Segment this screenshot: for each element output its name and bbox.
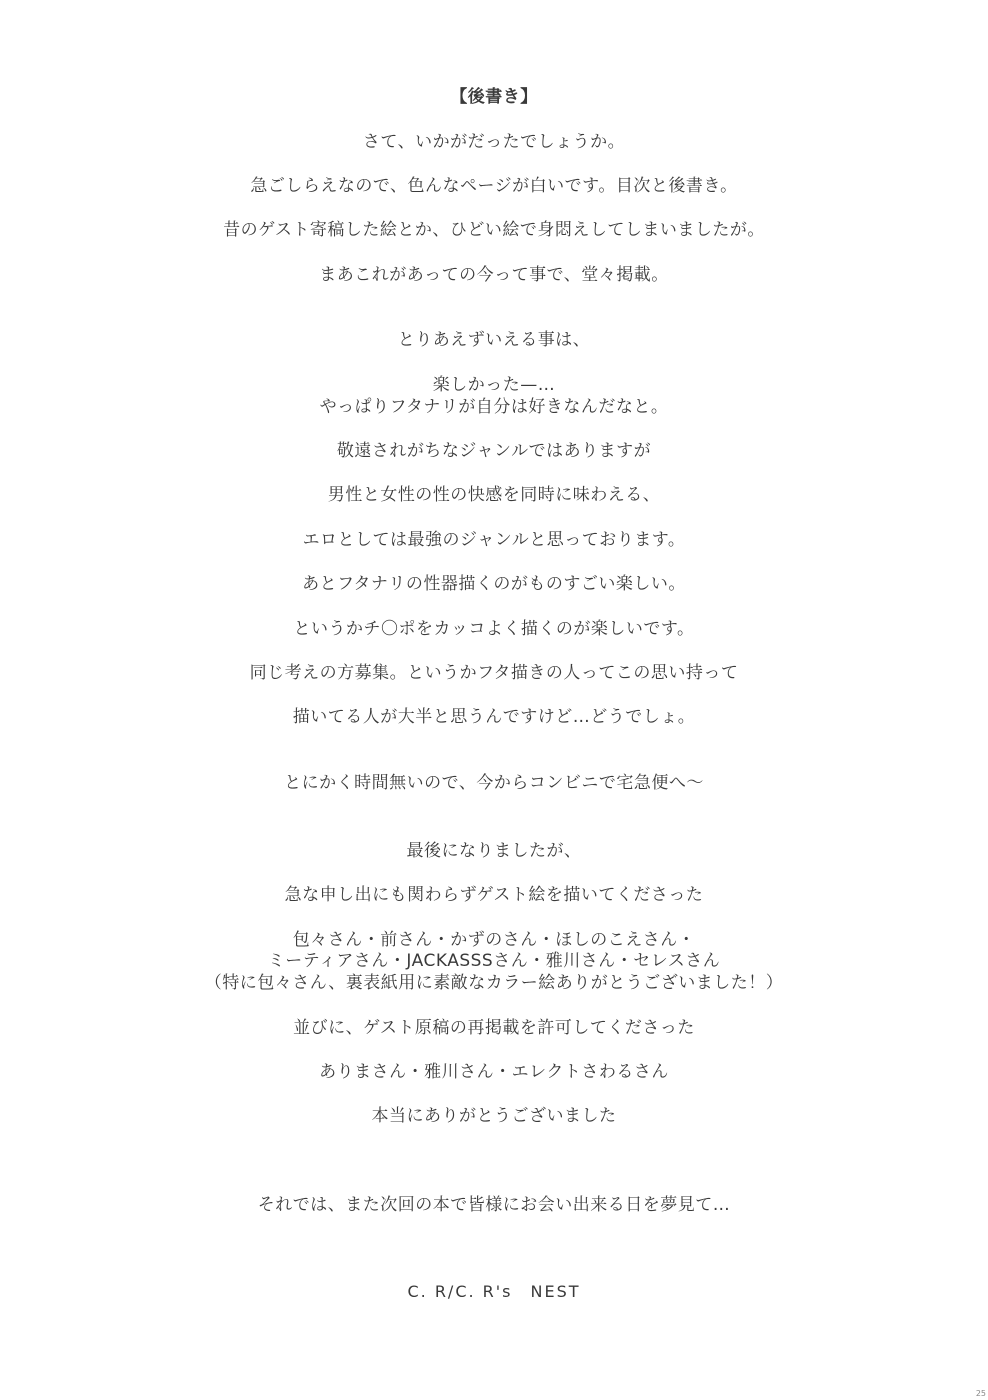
circle-signature: C. R/C. R's NEST xyxy=(407,1282,581,1301)
text-line: 本当にありがとうございました xyxy=(371,1106,617,1126)
text-line: ありまさん・雅川さん・エレクトさわるさん xyxy=(319,1062,669,1082)
text-line: というかチ〇ポをカッコよく描くのが楽しいです。 xyxy=(293,619,695,639)
text-line: 並びに、ゲスト原稿の再掲載を許可してくださった xyxy=(293,1018,695,1038)
text-line: （特に包々さん、裏表紙用に素敵なカラー絵ありがとうございました！） xyxy=(204,973,784,993)
text-line: 敬遠されがちなジャンルではありますが xyxy=(336,441,652,461)
text-line: 昔のゲスト寄稿した絵とか、ひどい絵で身悶えしてしまいましたが。 xyxy=(223,220,765,240)
text-line: とにかく時間無いので、今からコンビニで宅急便へ～ xyxy=(284,773,704,793)
text-line: 楽しかった—… xyxy=(432,375,556,395)
text-line: それでは、また次回の本で皆様にお会い出来る日を夢見て… xyxy=(257,1195,731,1215)
text-line: 同じ考えの方募集。というかフタ描きの人ってこの思い持って xyxy=(249,663,739,683)
text-line: まあこれがあっての今って事で、堂々掲載。 xyxy=(319,265,669,285)
text-line: 急ごしらえなので、色んなページが白いです。目次と後書き。 xyxy=(250,176,738,196)
text-line: やっぱりフタナリが自分は好きなんだなと。 xyxy=(319,397,669,417)
text-line: 最後になりましたが、 xyxy=(406,841,582,861)
text-line: 包々さん・前さん・かずのさん・ほしのこえさん・ xyxy=(292,930,696,950)
page-number: 25 xyxy=(975,1389,986,1398)
text-line: 描いてる人が大半と思うんですけど…どうでしょ。 xyxy=(292,707,696,727)
text-line: エロとしては最強のジャンルと思っております。 xyxy=(302,530,686,550)
text-line: 急な申し出にも関わらずゲスト絵を描いてくださった xyxy=(284,885,704,905)
text-line: とりあえずいえる事は、 xyxy=(397,330,591,350)
text-line: 男性と女性の性の快感を同時に味わえる、 xyxy=(327,485,661,505)
text-line: さて、いかがだったでしょうか。 xyxy=(362,132,626,152)
text-line: ミーティアさん・JACKASSSさん・雅川さん・セレスさん xyxy=(267,951,721,971)
afterword-title: 【後書き】 xyxy=(450,87,538,107)
text-line: あとフタナリの性器描くのがものすごい楽しい。 xyxy=(302,574,686,594)
